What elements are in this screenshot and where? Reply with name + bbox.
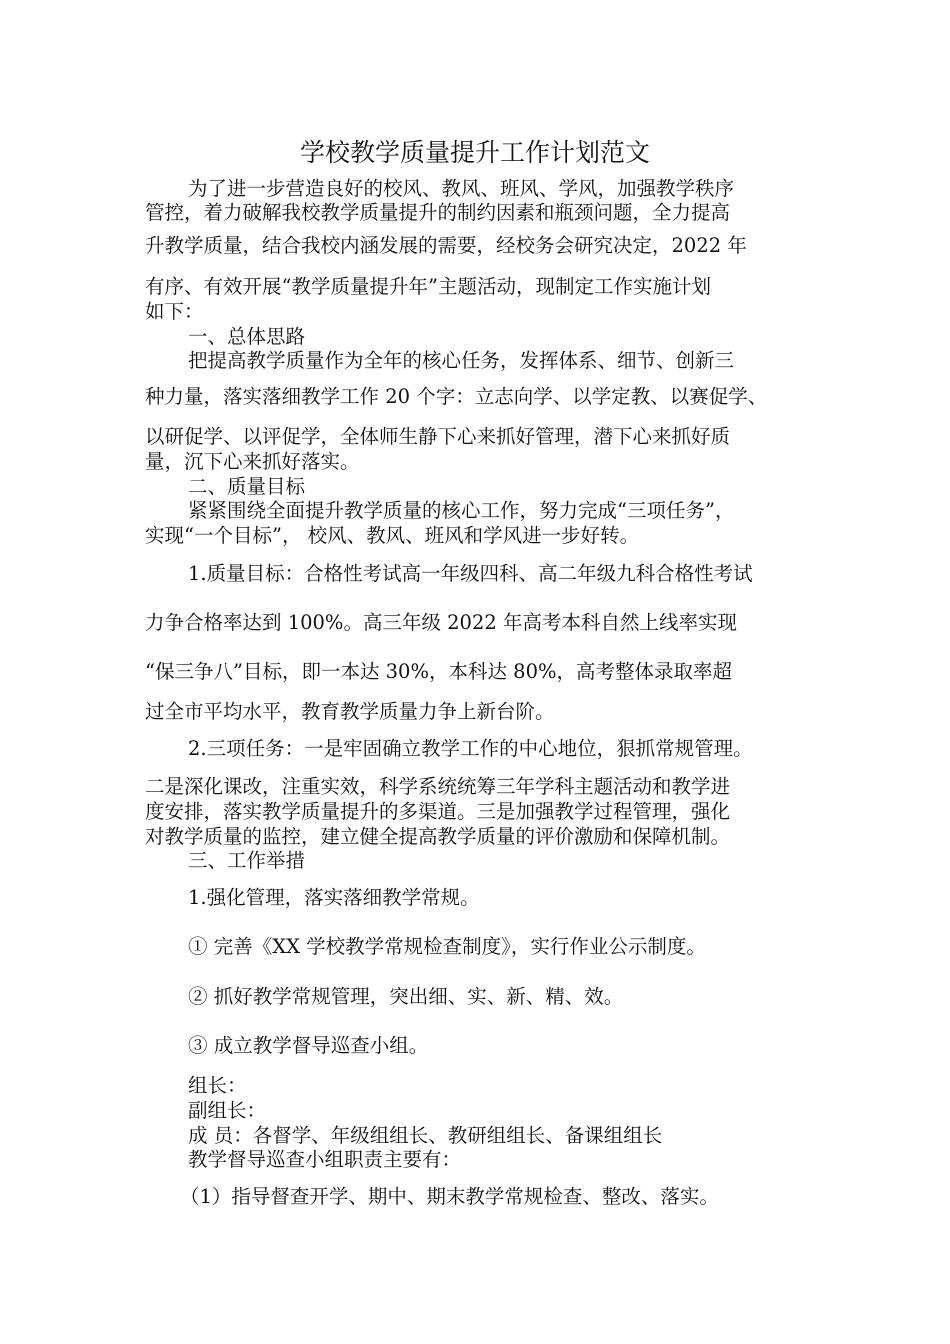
paragraph-line: 对教学质量的监控，建立健全提高教学质量的评价激励和保障机制。 xyxy=(145,825,731,848)
paragraph-line: 1.质量目标：合格性考试高一年级四科、高二年级九科合格性考试 xyxy=(188,562,753,585)
paragraph-line: 紧紧围绕全面提升教学质量的核心工作，努力完成“三项任务”， xyxy=(188,499,735,522)
paragraph-line: 种力量，落实落细教学工作 20 个字：立志向学、以学定教、以赛促学、 xyxy=(145,385,768,408)
paragraph-line: 为了进一步营造良好的校风、教风、班风、学风，加强教学秩序 xyxy=(188,177,735,200)
paragraph-line: 副组长： xyxy=(188,1099,267,1122)
paragraph-line: 量，沉下心来抓好落实。 xyxy=(145,450,360,473)
paragraph-line: 1.强化管理，落实落细教学常规。 xyxy=(188,886,480,909)
paragraph-line: 组长： xyxy=(188,1074,247,1097)
paragraph-line: 二是深化课改，注重实效，科学系统统筹三年学科主题活动和教学进 xyxy=(145,775,731,798)
paragraph-line: 以研促学、以评促学，全体师生静下心来抓好管理，潜下心来抓好质 xyxy=(145,425,731,448)
paragraph-line: 成 员：各督学、年级组组长、教研组组长、备课组组长 xyxy=(188,1124,663,1147)
document-title: 学校教学质量提升工作计划范文 xyxy=(299,138,650,167)
list-item: （1）指导督查开学、期中、期末教学常规检查、整改、落实。 xyxy=(180,1185,719,1208)
paragraph-line: 实现“一个目标”， 校风、教风、班风和学风进一步好转。 xyxy=(145,524,640,547)
list-item: ① 完善《XX 学校教学常规检查制度》，实行作业公示制度。 xyxy=(188,935,706,958)
paragraph-line: 2.三项任务：一是牢固确立教学工作的中心地位，狠抓常规管理。 xyxy=(188,737,753,760)
paragraph-line: 如下： xyxy=(145,300,204,323)
paragraph-line: 教学督导巡查小组职责主要有： xyxy=(188,1148,462,1171)
section-heading: 二、质量目标 xyxy=(188,475,306,498)
paragraph-line: 度安排，落实教学质量提升的多渠道。三是加强教学过程管理，强化 xyxy=(145,800,731,823)
section-heading: 三、工作举措 xyxy=(188,849,306,872)
paragraph-line: “保三争八”目标，即一本达 30%，本科达 80%，高考整体录取率超 xyxy=(145,660,733,683)
paragraph-line: 过全市平均水平，教育教学质量力争上新台阶。 xyxy=(145,700,555,723)
paragraph-line: 管控，着力破解我校教学质量提升的制约因素和瓶颈问题，全力提高 xyxy=(145,201,731,224)
list-item: ② 抓好教学常规管理，突出细、实、新、精、效。 xyxy=(188,985,624,1008)
section-heading: 一、总体思路 xyxy=(188,325,306,348)
list-item: ③ 成立教学督导巡查小组。 xyxy=(188,1034,429,1057)
paragraph-line: 升教学质量，结合我校内涵发展的需要，经校务会研究决定，2022 年 xyxy=(145,234,747,257)
paragraph-line: 把提高教学质量作为全年的核心任务，发挥体系、细节、创新三 xyxy=(188,349,735,372)
paragraph-line: 有序、有效开展“教学质量提升年”主题活动，现制定工作实施计划 xyxy=(145,275,711,298)
paragraph-line: 力争合格率达到 100%。高三年级 2022 年高考本科自然上线率实现 xyxy=(145,611,737,634)
